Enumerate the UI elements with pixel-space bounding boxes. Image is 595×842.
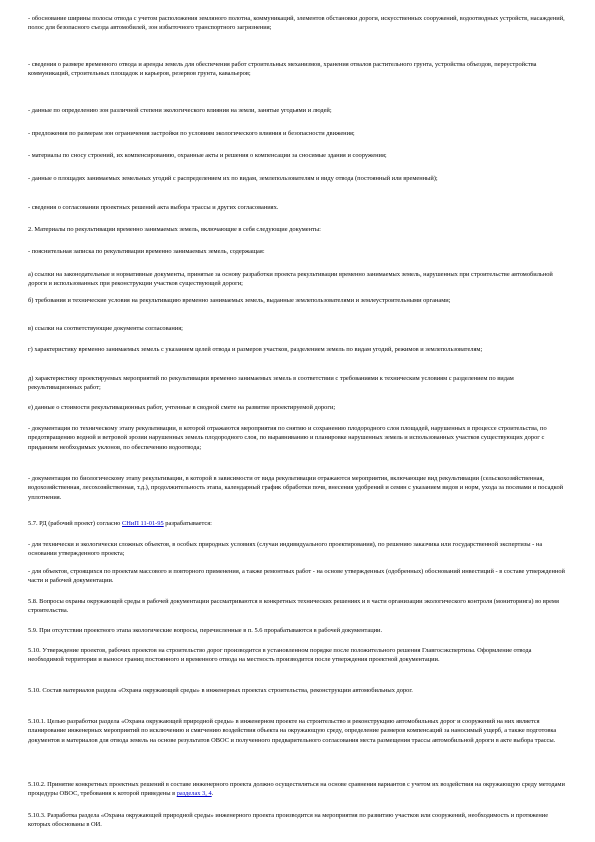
paragraph: 5.10. Утверждение проектов, рабочих проектов на строительство дорог производится в установленном порядке после положительного решения Главгосэкспертизы. Оформление отвода необходимой территории и выносе границ постоянного и временного отвода на местность производится после утверждения проектной документации. (28, 647, 532, 664)
paragraph: - сведения о согласовании проектных решений акта выбора трассы и других согласованиях. (28, 204, 279, 211)
paragraph-text: разрабатывается: (163, 520, 212, 527)
paragraph: - предложения по размерам зон ограничения застройки по условиям экологического влияния и безопасности движения; (28, 130, 355, 137)
paragraph: г) характеристику временно занимаемых земель с указанием целей отвода и размеров участков, разделением земель по видам угодий, режимов и землепользователям; (28, 346, 483, 353)
snip-link[interactable]: СНиП 11-01-95 (121, 520, 164, 527)
paragraph: - данные о площадях занимаемых земельных угодий с распределением их по видам, землепользователям и виду отвода (постоянный или временный); (28, 175, 438, 182)
paragraph: 2. Материалы по рекультивации временно занимаемых земель, включающие в себя следующие документы: (28, 226, 321, 233)
paragraph: - сведения о размере временного отвода и аренды земель для обеспечения работ строительных механизмов, хранения отвалов растительного грунта, устройства объездов, переустройства коммуникаций, строительных площадок и карьеров, резервов грунта, кавальеров; (28, 61, 537, 78)
paragraph: 5.10.1. Целью разработки раздела «Охрана окружающей природной среды» в инженерном проекте на строительство и реконструкцию автомобильных дорог и сооружений на них является планирование инженерных мероприятий по исключению и смягчению воздействия объекта на окружающую среду, определение размеров компенсаций за наносимый ущерб, а также подготовка документов и материалов для отвода земель на основе результатов ОВОС и полученного предварительного согласования места размещения трассы автомобильной дороги в акте выбора трассы. (28, 718, 557, 744)
paragraph (28, 780, 568, 799)
paragraph: - пояснительная записка по рекультивации временно занимаемых земель, содержащая: (28, 248, 265, 255)
paragraph: е) данные о стоимости рекультивационных работ, учтенные в сводной смете на развитие проектируемой дороги; (28, 404, 336, 411)
paragraph: - для технически и экологически сложных объектов, в особых природных условиях (случаи индивидуального проектирования), по решению заказчика или государственной экспертизы - на основании утвержденного проекта; (28, 541, 543, 558)
paragraph: - обоснование ширины полосы отвода с учетом расположения земляного полотна, коммуникаций, элементов обстановки дороги, искусственных сооружений, водоотводных устройств, насаждений, полос для безопасного съезда автомобилей, зон избыточного транспортного загрязнения; (28, 15, 565, 32)
paragraph: - документация по биологическому этапу рекультивации, в которой в зависимости от вида рекультивации отражаются мероприятия, включающие вид рекультивации (сельскохозяйственная, водохозяйственная, лесохозяйственная, т.д.), продолжительность этапа, календарный график обработки почв, внесения удобрений и семян с указанием видов и норм, ухода за посевами и посадкой уплотнения. (28, 475, 564, 501)
paragraph: б) требования и технические условия на рекультивацию временно занимаемых земель, выданные землепользователями и землеустроительными органами; (28, 297, 451, 304)
paragraph: 5.10.3. Разработка раздела «Охрана окружающей природной среды» инженерного проекта производится на мероприятия по развитию участков или сооружений, необходимость и протяжение которых обоснованы в ОИ. (28, 812, 549, 829)
paragraph: в) ссылки на соответствующие документы согласования; (28, 325, 183, 332)
paragraph: - для объектов, строящихся по проектам массового и повторного применения, а также ремонтных работ - на основе утвержденных (одобренных) обоснований инвестиций - в составе утвержденной части и рабочей документации. (28, 568, 565, 585)
paragraph: 5.8. Вопросы охраны окружающей среды в рабочей документации рассматриваются в конкретных технических решениях и в части организации экологического контроля (мониторинга) во время строительства. (28, 598, 559, 615)
paragraph (28, 519, 212, 528)
paragraph-text: 5.10.2. Принятие конкретных проектных решений в составе инженерного проекта должно осуществляться на основе сравнения вариантов с учетом их воздействия на окружающую среду методами процедуры ОВОС, требования к которой приведены в (28, 781, 565, 798)
paragraph: 5.9. При отсутствии проектного этапа экологические вопросы, перечисленные в п. 5.6 прорабатываются в рабочей документации. (28, 627, 383, 634)
paragraph: а) ссылки на законодательные и нормативные документы, принятые за основу разработки проекта рекультивации временно занимаемых земель, нарушенных при строительстве автомобильной дороги и использованных при реконструкции участков существующей дороги; (28, 271, 553, 288)
paragraph-text: 5.7. РД (рабочий проект) согласно (28, 520, 122, 527)
paragraph-text: . (211, 790, 214, 798)
paragraph: - материалы по сносу строений, их компенсированию, охранные акты и решения о компенсации за сносимые здания и сооружения; (28, 152, 387, 159)
sections-link[interactable]: разделах 3, 4 (176, 790, 212, 798)
paragraph: - документация по техническому этапу рекультивации, в которой отражаются мероприятия по снятию и сохранению плодородного слоя площадей, нарушенных в процессе строительства, по предотвращению водной и ветровой эрозии нарушенных земель плодородного слоя, по выравниванию и планировке нарушенных земель и использованных участков существующих дорог с приданием необходимых уклонов, по обеспечению водоотвода; (28, 425, 547, 451)
paragraph: д) характеристику проектируемых мероприятий по рекультивации временно занимаемых земель в соответствии с требованиями к техническим условиям с разделением по видам рекультивационных работ; (28, 375, 514, 392)
paragraph: 5.10. Состав материалов раздела «Охрана окружающей среды» в инженерных проектах строительства, реконструкции автомобильных дорог. (28, 687, 413, 694)
paragraph: - данные по определению зон различной степени экологического влияния на земли, занятые угодьями и людей; (28, 107, 332, 114)
